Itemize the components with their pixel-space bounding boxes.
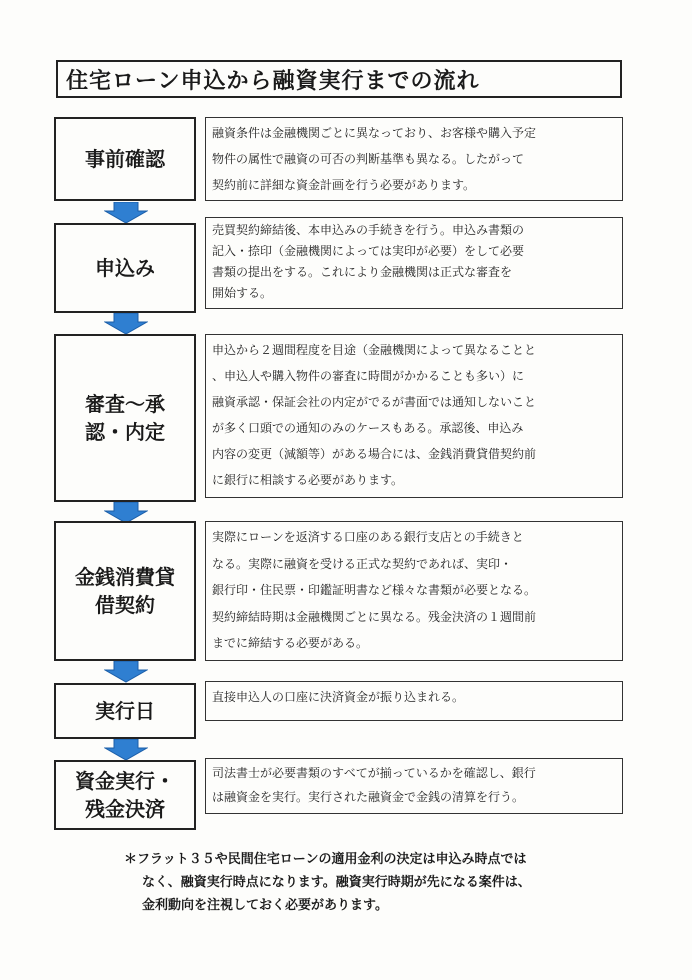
step-description-1 [205,117,623,201]
step-box-3 [54,334,196,502]
step-box-6 [54,760,196,830]
description-line: までに締結する必要がある。 [212,636,369,650]
step-label: 資金実行・ [75,769,175,793]
description-line: に銀行に相談する必要があります。 [212,473,404,487]
footnote-line: なく、融資実行時点になります。融資実行時期が先になる案件は、 [142,875,531,890]
step-description-2 [205,217,623,309]
description-line: 売買契約締結後、本申込みの手続きを行う。申込み書類の [212,223,525,237]
page-title: 住宅ローン申込から融資実行までの流れ [56,60,622,98]
footnote [124,848,594,917]
flow-arrow-icon [104,739,148,761]
description-line: 内容の変更（減額等）がある場合には、金銭消費貸借契約前 [212,447,537,461]
description-line: 、申込人や購入物件の審査に時間がかかることも多い）に [212,369,525,383]
description-line: 実際にローンを返済する口座のある銀行支店との手続きと [212,530,524,544]
step-label: 残金決済 [85,797,165,821]
step-label: 借契約 [95,593,155,617]
description-line: は融資金を実行。実行された融資金で金銭の清算を行う。 [212,790,525,804]
description-line: 司法書士が必要書類のすべてが揃っているかを確認し、銀行 [212,766,536,780]
description-line: 融資承認・保証会社の内定がでるが書面では通知しないこと [212,395,537,409]
step-label: 金銭消費貸 [75,565,175,589]
flow-arrow-icon [104,313,148,335]
step-label: 事前確認 [85,147,165,171]
footnote-line: 金利動向を注視しておく必要があります。 [142,898,388,913]
description-line: 開始する。 [212,286,273,300]
flow-arrow-icon [104,202,148,224]
description-line: 書類の提出をする。これにより金融機関は正式な審査を [212,265,513,279]
description-line: 申込から２週間程度を目途（金融機関によって異なることと [212,343,537,357]
step-box-1 [54,117,196,201]
step-box-5 [54,683,196,739]
step-description-4 [205,521,623,661]
step-box-4 [54,521,196,661]
step-description-5 [205,681,623,721]
description-line: 融資条件は金融機関ごとに異なっており、お客様や購入予定 [212,126,537,140]
description-line: 契約締結時期は金融機関ごとに異なる。残金決済の１週間前 [212,609,537,624]
description-line: 銀行印・住民票・印鑑証明書など様々な書類が必要となる。 [212,583,537,597]
description-line: 直接申込人の口座に決済資金が振り込まれる。 [212,690,465,704]
description-line: 物件の属性で融資の可否の判断基準も異なる。したがって [212,152,525,166]
step-box-2 [54,223,196,313]
description-line: 契約前に詳細な資金計画を行う必要があります。 [212,178,476,192]
footnote-line: ＊フラット３５や民間住宅ローンの適用金利の決定は申込み時点では [124,852,527,867]
step-label: 認・内定 [85,420,165,444]
description-line: 記入・捺印（金融機関によっては実印が必要）をして必要 [212,244,525,258]
flow-arrow-icon [104,661,148,683]
step-label: 申込み [95,256,155,280]
description-line: が多く口頭での通知のみのケースもある。承認後、申込み [212,421,524,435]
description-line: なる。実際に融資を受ける正式な契約であれば、実印・ [212,556,513,571]
step-description-6 [205,758,623,814]
step-description-3 [205,334,623,498]
step-label: 実行日 [95,699,155,723]
step-label: 審査～承 [85,392,165,416]
